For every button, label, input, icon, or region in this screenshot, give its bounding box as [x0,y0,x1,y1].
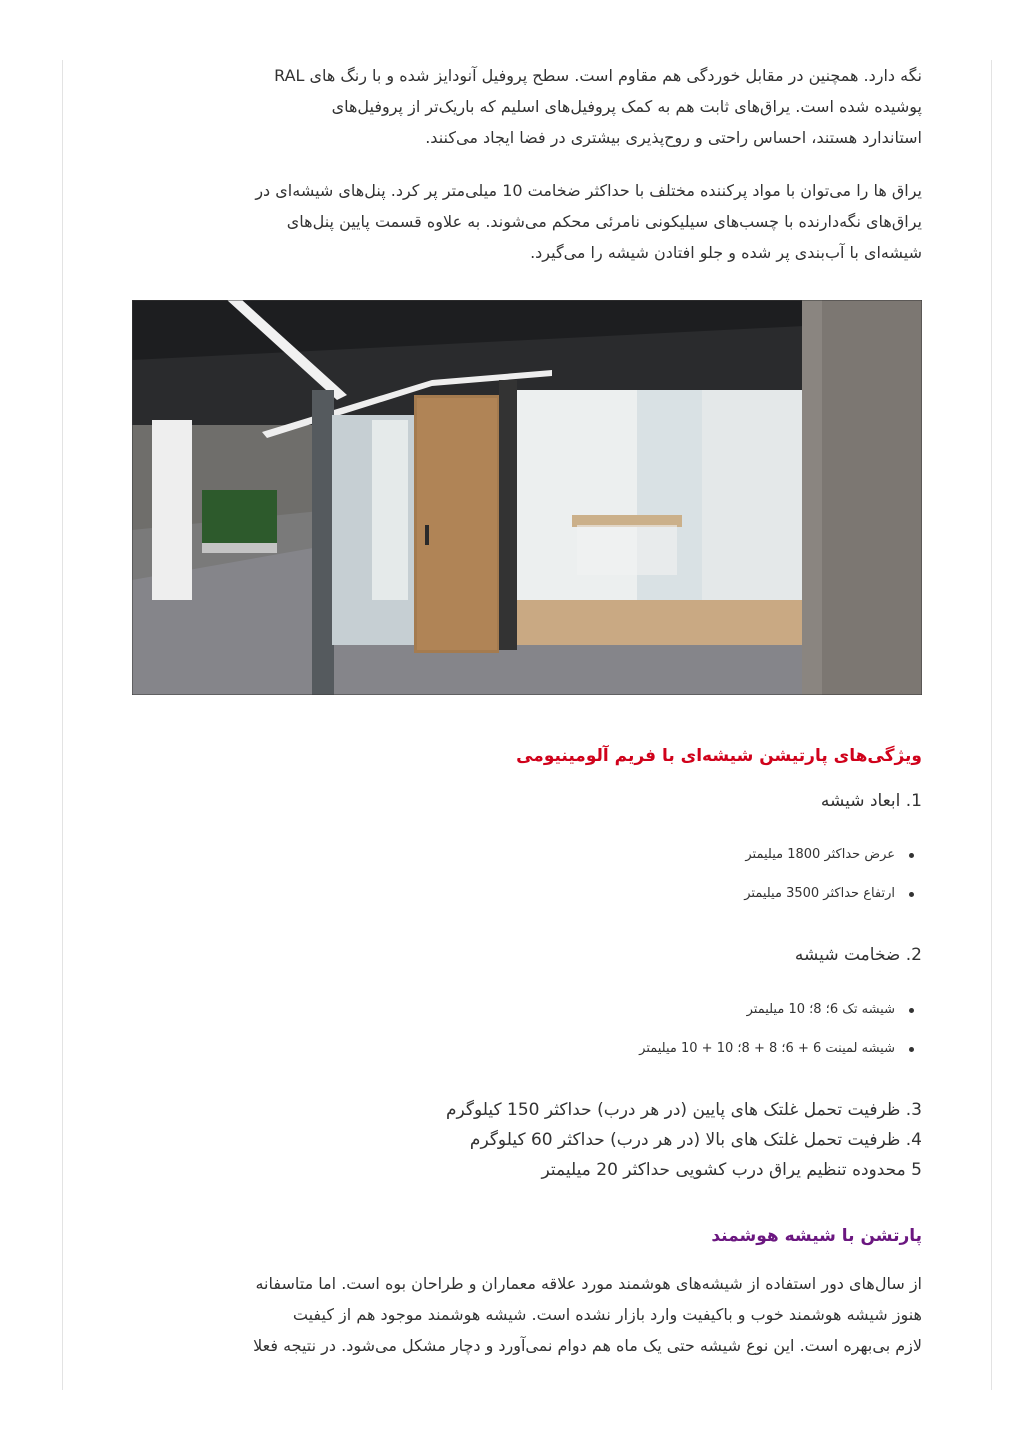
paragraph-line: استاندارد هستند، احساس راحتی و روح‌پذیری بیشتری در فضا ایجاد می‌کنند. [425,128,922,147]
glass-dimensions-title: 1. ابعاد شیشه [820,791,922,811]
paragraph-line: پوشیده شده است. یراق‌های ثابت هم به کمک پروفیل‌های اسلیم که باریک‌تر از پروفیل‌های [331,97,922,116]
list-item: شیشه تک 6؛ 8؛ 10 میلیمتر [132,1000,922,1020]
list-item: ارتفاع حداکثر 3500 میلیمتر [132,884,922,904]
glass-thickness-list [132,1000,922,1078]
intro-paragraph [132,60,922,153]
paragraph-line: نگه دارد. همچنین در مقابل خوردگی هم مقاوم است. سطح پروفیل آنودایز شده و با رنگ های RAL [274,66,922,85]
spec-line: 5 محدوده تنظیم یراق درب کشویی حداکثر 20 میلیمتر [541,1160,922,1180]
filler-paragraph [132,175,922,268]
other-specs [132,1095,922,1185]
smart-glass-paragraph [132,1268,922,1361]
paragraph-line: لازم بی‌بهره است. این نوع شیشه حتی یک ماه هم دوام نمی‌آورد و دچار مشکل می‌شود. در نتیجه فعلا [253,1336,922,1355]
list-item: شیشه لمینت 6 + 6؛ 8 + 8؛ 10 + 10 میلیمتر [132,1039,922,1059]
office-partition-photo [132,300,922,695]
glass-dimensions-list [132,845,922,923]
glass-thickness-title: 2. ضخامت شیشه [794,945,922,965]
paragraph-line: یراق‌های نگه‌دارنده با چسب‌های سیلیکونی نامرئی محکم می‌شوند. به علاوه قسمت پایین پنل‌های [286,212,922,231]
features-heading: ویژگی‌های پارتیشن شیشه‌ای با فریم آلومینیومی [516,746,922,766]
spec-line: 4. ظرفیت تحمل غلتک های بالا (در هر درب) حداکثر 60 کیلوگرم [469,1130,922,1150]
smart-glass-heading: پارتشن با شیشه هوشمند [711,1226,922,1246]
paragraph-line: از سال‌های دور استفاده از شیشه‌های هوشمند مورد علاقه معماران و طراحان بوه است. اما متاسفانه [255,1274,922,1293]
spec-line: 3. ظرفیت تحمل غلتک های پایین (در هر درب) حداکثر 150 کیلوگرم [446,1100,922,1120]
paragraph-line: شیشه‌ای با آب‌بندی پر شده و جلو افتادن شیشه را می‌گیرد. [530,243,922,262]
list-item: عرض حداکثر 1800 میلیمتر [132,845,922,865]
paragraph-line: هنوز شیشه هوشمند خوب و باکیفیت وارد بازار نشده است. شیشه هوشمند موجود هم از کیفیت [292,1305,922,1324]
paragraph-line: یراق ها را می‌توان با مواد پرکننده مختلف با حداکثر ضخامت 10 میلی‌متر پر کرد. پنل‌های شیشه‌ای در [255,181,922,200]
